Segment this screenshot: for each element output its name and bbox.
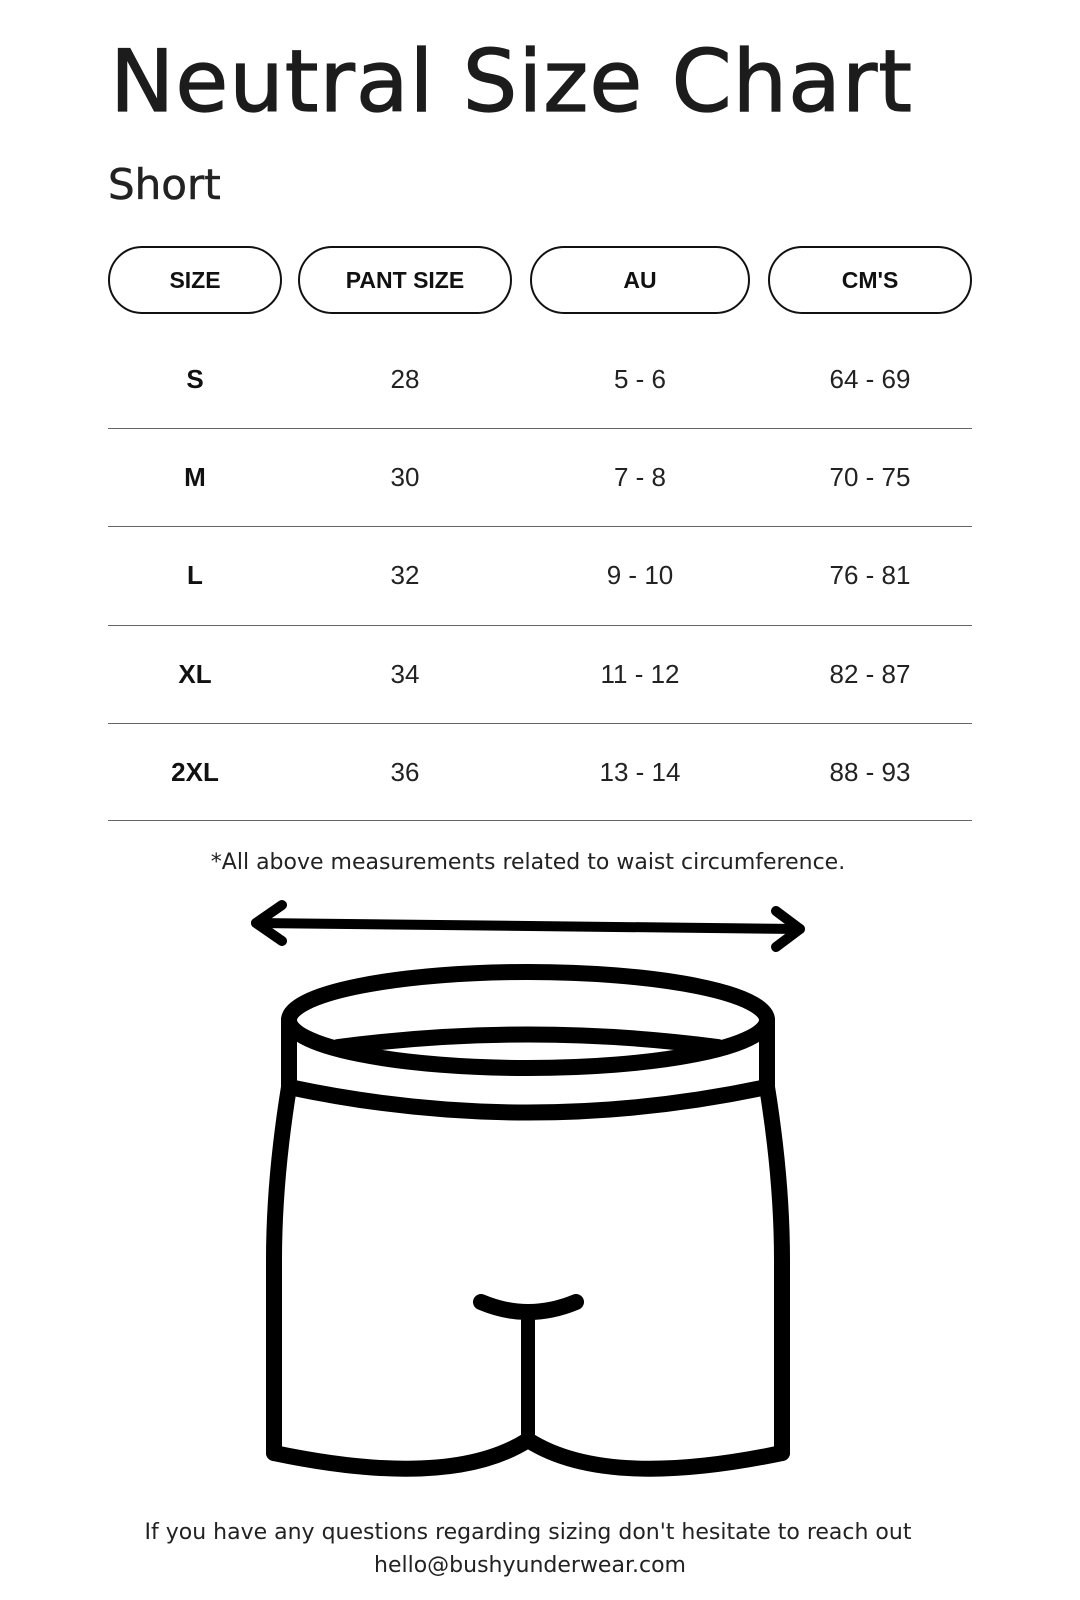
cell-size: L — [187, 559, 203, 590]
cell-au: 9 - 10 — [606, 559, 674, 590]
footer-message: If you have any questions regarding sizing don't hesitate to reach out — [144, 1520, 912, 1545]
header-au: AU — [530, 246, 750, 314]
row-divider — [108, 820, 972, 821]
cell-au: 5 - 6 — [613, 363, 667, 394]
table-row — [108, 526, 972, 624]
cell-size: M — [184, 461, 206, 492]
table-row — [108, 625, 972, 723]
cell-au: 13 - 14 — [599, 756, 681, 787]
table-row — [108, 428, 972, 526]
measurement-note: *All above measurements related to waist circumference. — [210, 850, 846, 875]
header-pant-size: PANT SIZE — [298, 246, 512, 314]
cell-pant-size: 36 — [390, 756, 420, 787]
cell-pant-size: 34 — [390, 658, 420, 689]
cell-pant-size: 30 — [390, 461, 420, 492]
table-row — [108, 330, 972, 428]
cell-cms: 82 - 87 — [829, 658, 911, 689]
double-arrow-icon — [256, 905, 800, 947]
page-subtitle: Short — [108, 160, 221, 209]
waist-illustration — [0, 890, 1080, 1500]
shorts-icon — [274, 972, 782, 1469]
table-row — [108, 723, 972, 821]
cell-pant-size: 28 — [390, 363, 420, 394]
cell-cms: 88 - 93 — [829, 756, 911, 787]
cell-size: 2XL — [171, 756, 219, 787]
page-title: Neutral Size Chart — [110, 32, 913, 132]
header-cms: CM'S — [768, 246, 972, 314]
cell-size: S — [186, 363, 204, 394]
cell-au: 11 - 12 — [600, 658, 680, 689]
cell-au: 7 - 8 — [613, 461, 667, 492]
header-size: SIZE — [108, 246, 282, 314]
cell-cms: 70 - 75 — [829, 461, 911, 492]
cell-cms: 64 - 69 — [829, 363, 911, 394]
cell-cms: 76 - 81 — [829, 559, 911, 590]
footer-email[interactable]: hello@bushyunderwear.com — [374, 1553, 686, 1578]
cell-pant-size: 32 — [390, 559, 420, 590]
cell-size: XL — [178, 658, 212, 689]
